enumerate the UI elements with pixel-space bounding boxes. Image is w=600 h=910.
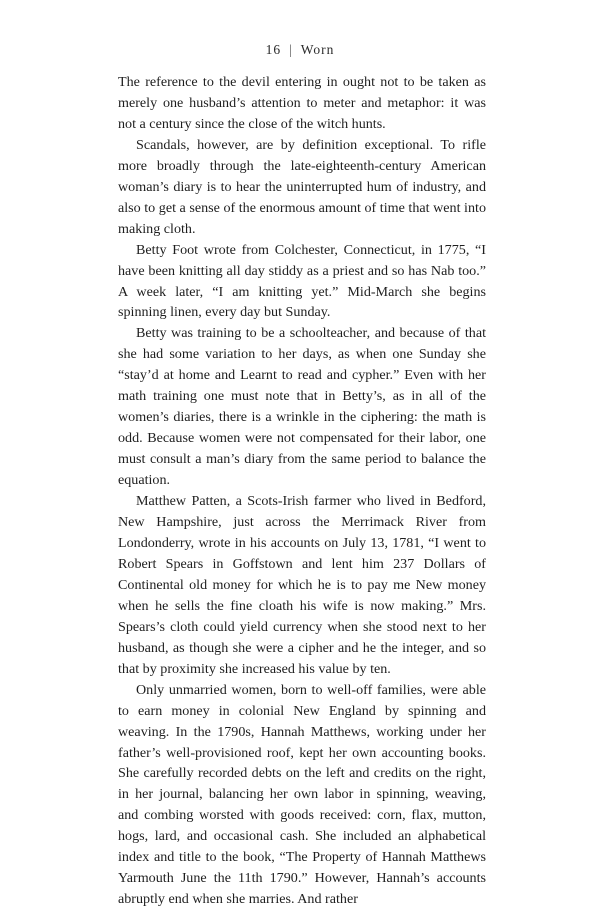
- paragraph: Only unmarried women, born to well-off families, were able to earn money in colonial New England by spinning and weaving. In the 1790s, Hannah Matthews, working under her father’s well-provisioned roof, kept her own accounting books. She carefully recorded debts on the left and credits on the right, in her journal, balancing her own labor in spinning, weaving, and combing worsted with goods received: corn, flax, mutton, hogs, lard, and occasional cash. She included an alphabetical index and title to the book, “The Property of Hannah Matthews Yarmouth June the 11th 1790.” However, Hannah’s accounts abruptly end when she marries. And rather: [118, 681, 486, 908]
- paragraph: Betty Foot wrote from Colchester, Connecticut, in 1775, “I have been knitting all day stiddy as a priest and so has Nab too.” A week later, “I am knitting yet.” Mid-March she begins spinning linen, every day but Sunday.: [118, 241, 486, 321]
- paragraph: Matthew Patten, a Scots-Irish farmer who lived in Bedford, New Hampshire, just across the Merrimack River from Londonderry, wrote in his accounts on July 13, 1781, “I went to Robert Spears in Goffstown and lent him 237 Dollars of Continental old money for which he is to pay me New money when he sells the fine cloath his wife is now making.” Mrs. Spears’s cloth could yield currency when she stood next to her husband, as though she were a cipher and he the integer, and so that by proximity she increased his value by ten.: [118, 493, 486, 677]
- paragraph: The reference to the devil entering in ought not to be taken as merely one husband’s attention to meter and metaphor: it was not a century since the close of the witch hunts.: [118, 74, 486, 132]
- page-number: 16: [265, 42, 282, 57]
- chapter-title: Worn: [300, 42, 335, 57]
- running-head: [0, 42, 600, 58]
- header-separator: |: [289, 42, 293, 57]
- paragraph: Scandals, however, are by definition exceptional. To rifle more broadly through the late-eighteenth-century American woman’s diary is to hear the uninterrupted hum of industry, and also to get a sense of the enormous amount of time that went into making cloth.: [118, 136, 486, 237]
- paragraph: Betty was training to be a schoolteacher, and because of that she had some variation to her days, as when one Sunday she “stay’d at home and Learnt to read and cypher.” Even with her math training one must note that in Betty’s, as in all of the women’s diaries, there is a wrinkle in the ciphering: the math is odd. Because women were not compensated for their labor, one must consult a man’s diary from the same period to balance the equation.: [118, 325, 486, 489]
- body-text: [118, 72, 486, 910]
